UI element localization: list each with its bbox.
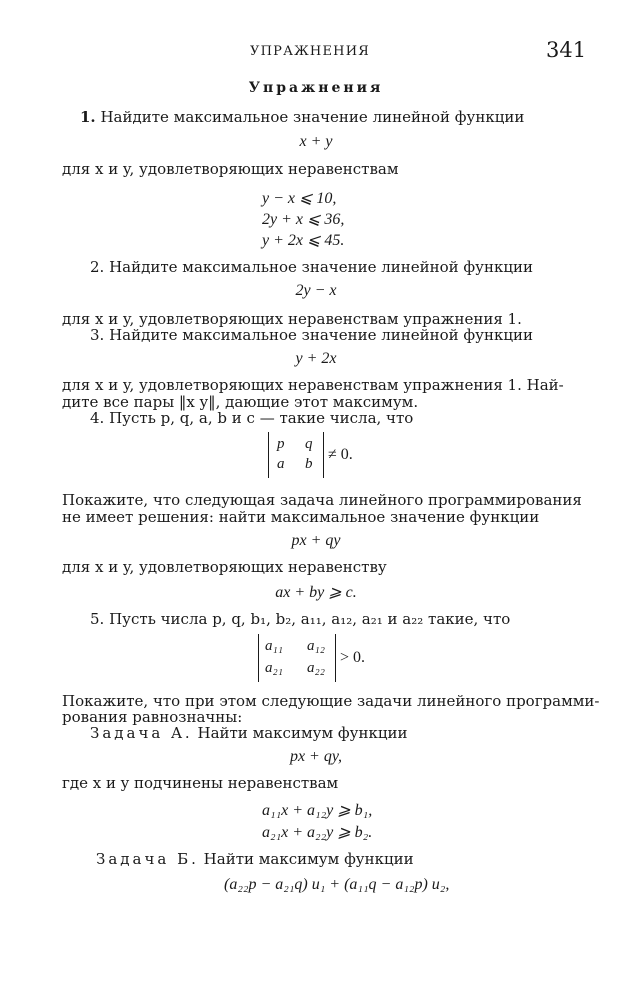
exercise-text: Пусть p, q, a, b и c — такие числа, что (109, 409, 414, 427)
exercise-number: 2. (90, 258, 105, 276)
exercise-5-statement (90, 610, 510, 628)
exercise-number: 5. (90, 610, 105, 628)
inequality: y − x ⩽ 10, (262, 190, 337, 207)
task-label: Задача Б. (96, 850, 199, 868)
exercise-text: Пусть числа p, q, b₁, b₂, a₁₁, a₁₂, a₂₁ и a₂₂ такие, что (109, 610, 511, 628)
det-relation: ≠ 0. (328, 446, 353, 463)
inequality: 2y + x ⩽ 36, (262, 211, 345, 228)
exercise-3-statement (90, 326, 533, 344)
exercise-4-statement (90, 409, 413, 427)
inequality: y + 2x ⩽ 45. (262, 232, 345, 249)
text-line: дите все пары ‖x y‖, дающие этот максимум. (62, 393, 419, 411)
inequality: ax + by ⩾ c. (275, 584, 357, 601)
condition-text: для x и y, удовлетворяющих неравенствам упражнения 1. (62, 310, 522, 328)
det-entry: a₂₁ (265, 660, 283, 676)
formula: (a₂₂p − a₂₁q) u₁ + (a₁₁q − a₁₂p) u₂, (224, 876, 450, 893)
exercise-1-statement (80, 108, 524, 126)
text-line: Покажите, что следующая задача линейного программирования (62, 491, 582, 509)
condition-text: где x и y подчинены неравенствам (62, 774, 339, 792)
formula: 2y − x (295, 282, 337, 299)
task-a-statement (90, 724, 407, 742)
determinant (258, 634, 336, 682)
formula: px + qy, (289, 748, 343, 765)
task-label: Задача A. (90, 724, 193, 742)
exercise-number: 4. (90, 409, 105, 427)
running-title: УПРАЖНЕНИЯ (250, 44, 370, 59)
det-entry: a₁₂ (307, 638, 325, 654)
condition-text: для x и y, удовлетворяющих неравенствам (62, 160, 399, 178)
text-line: для x и y, удовлетворяющих неравенствам упражнения 1. Най- (62, 376, 564, 394)
inequality: a₁₁x + a₁₂y ⩾ b₁, (262, 802, 373, 819)
text-line: рования равнозначны: (62, 708, 243, 726)
exercise-number: 3. (90, 326, 105, 344)
section-title: Упражнения (248, 80, 384, 96)
det-relation: > 0. (340, 649, 366, 666)
page-number: 341 (546, 38, 587, 62)
det-entry: b (305, 456, 313, 472)
condition-text: для x и y, удовлетворяющих неравенству (62, 558, 387, 576)
det-entry: p (277, 436, 285, 452)
formula: y + 2x (295, 350, 337, 367)
task-text: Найти максимум функции (203, 850, 414, 868)
task-b-statement (96, 850, 414, 868)
det-entry: a₂₂ (307, 660, 325, 676)
exercise-2-statement (90, 258, 533, 276)
task-text: Найти максимум функции (197, 724, 408, 742)
exercise-text: Найдите максимальное значение линейной функции (109, 326, 533, 344)
det-entry: a₁₁ (265, 638, 283, 654)
formula: x + y (299, 133, 333, 150)
text-line: Покажите, что при этом следующие задачи линейного программи- (62, 692, 600, 710)
text-line: не имеет решения: найти максимальное значение функции (62, 508, 540, 526)
formula: px + qy (291, 532, 341, 549)
det-entry: q (305, 436, 313, 452)
inequality: a₂₁x + a₂₂y ⩾ b₂. (262, 824, 373, 841)
det-entry: a (277, 456, 285, 472)
determinant (268, 432, 324, 478)
exercise-number: 1. (80, 108, 96, 126)
exercise-text: Найдите максимальное значение линейной функции (109, 258, 533, 276)
exercise-text: Найдите максимальное значение линейной функции (100, 108, 525, 126)
